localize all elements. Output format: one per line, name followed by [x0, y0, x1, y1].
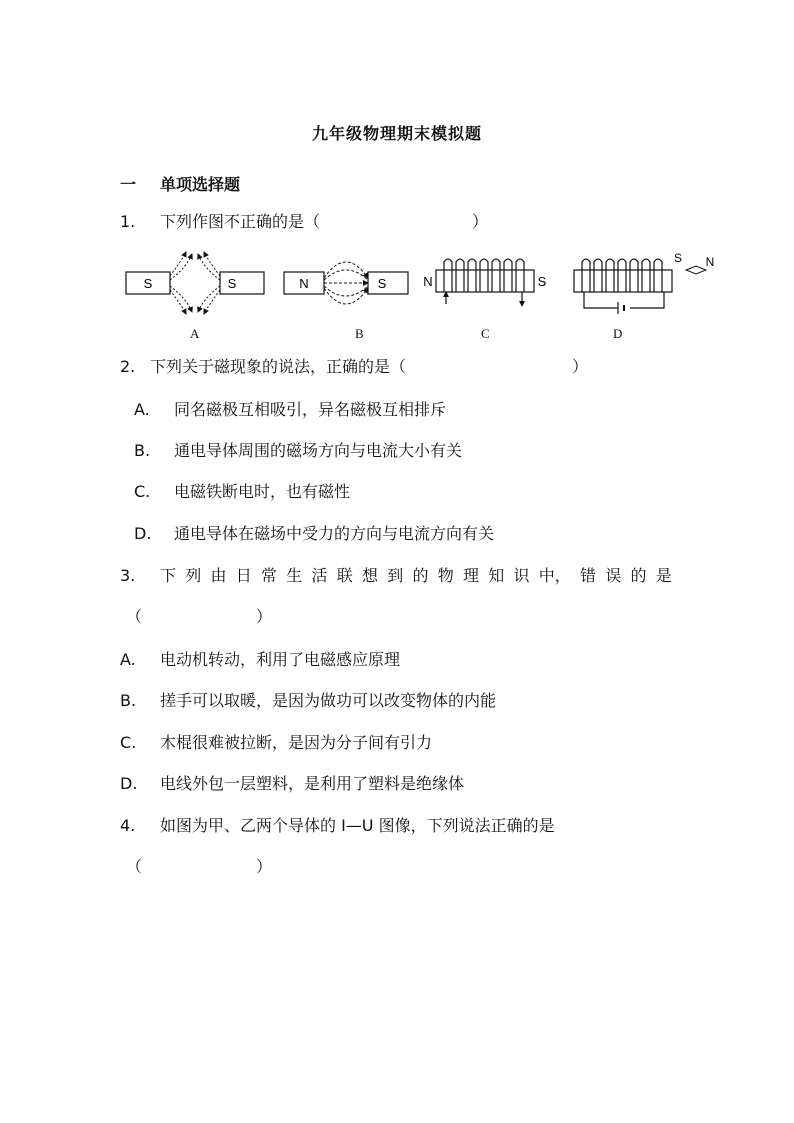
q3-stem-char: 中， — [538, 566, 571, 585]
q3-stem-char: 误 — [605, 566, 622, 585]
q3-stem-char: 的 — [630, 566, 647, 585]
q3-stem-char: 列 — [185, 566, 202, 585]
q3-stem-char: 由 — [210, 566, 227, 585]
diagram-a — [126, 252, 264, 314]
q3-stem-char: 到 — [387, 566, 404, 585]
diagram-d — [574, 251, 714, 314]
page-title: 九年级物理期末模拟题 — [311, 124, 482, 143]
q3-stem-char: 活 — [311, 566, 328, 585]
q2-option-a-key: A. — [134, 400, 150, 419]
q2-option-a-text: 同名磁极互相吸引，异名磁极互相排斥 — [174, 400, 447, 419]
q2-option-c-text: 电磁铁断电时，也有磁性 — [174, 482, 351, 501]
q3-stem-char: 联 — [336, 566, 353, 585]
q3-option-a-text: 电动机转动，利用了电磁感应原理 — [160, 650, 401, 669]
q3-stem-char: 物 — [437, 566, 454, 585]
q3-stem-char: 理 — [463, 566, 480, 585]
q3-stem-char: 错 — [580, 566, 597, 585]
q4-close-paren: ） — [256, 857, 273, 876]
q3-option-c-text: 木棍很难被拉断，是因为分子间有引力 — [160, 733, 433, 752]
diagram-b-left-pole: N — [299, 276, 309, 291]
q1-diagrams — [120, 248, 730, 348]
diagram-c-left-pole: N — [423, 274, 433, 289]
q3-open-paren: （ — [126, 607, 143, 626]
diagram-c-label: C — [481, 326, 490, 341]
diagram-d-label: D — [613, 326, 623, 341]
q3-stem-char: 常 — [261, 566, 278, 585]
q2-number: 2. — [120, 357, 136, 376]
q2-close-paren: ） — [572, 357, 589, 376]
q3-stem-char: 是 — [655, 566, 672, 585]
q3-close-paren: ） — [256, 607, 273, 626]
q2-option-b-text: 通电导体周围的磁场方向与电流大小有关 — [174, 441, 463, 460]
section-number: 一 — [120, 175, 137, 194]
q3-stem-char: 识 — [513, 566, 530, 585]
q3-stem-char: 的 — [412, 566, 429, 585]
q3-option-a-key: A. — [120, 650, 136, 669]
q3-stem — [160, 566, 672, 586]
q1-stem: 下列作图不正确的是（ — [160, 212, 321, 231]
q2-option-d-key: D. — [134, 524, 152, 543]
q3-number: 3. — [120, 566, 136, 585]
q3-option-d-text: 电线外包一层塑料，是利用了塑料是绝缘体 — [160, 774, 465, 793]
q4-stem: 如图为甲、乙两个导体的 I—U 图像，下列说法正确的是 — [160, 816, 555, 835]
q3-stem-char: 日 — [235, 566, 252, 585]
diagram-b-label: B — [355, 326, 364, 341]
diagram-c — [423, 259, 546, 306]
q2-stem: 下列关于磁现象的说法，正确的是（ — [150, 357, 407, 376]
q3-stem-char: 知 — [488, 566, 505, 585]
diagram-d-needle-s: S — [673, 251, 683, 265]
q3-stem-char: 想 — [362, 566, 379, 585]
diagram-c-right-pole: S — [537, 274, 547, 289]
q2-option-c-key: C. — [134, 482, 151, 501]
diagram-b-right-pole: S — [377, 276, 387, 291]
q3-option-b-key: B. — [120, 691, 137, 710]
q1-number: 1. — [120, 212, 136, 231]
q3-stem-char: 生 — [286, 566, 303, 585]
diagram-b — [284, 262, 408, 304]
section-label: 单项选择题 — [160, 175, 241, 194]
q2-option-d-text: 通电导体在磁场中受力的方向与电流方向有关 — [174, 524, 495, 543]
q4-open-paren: （ — [126, 857, 143, 876]
q1-close-paren: ） — [472, 212, 489, 231]
diagram-a-right-pole: S — [227, 276, 237, 291]
q3-stem-char: 下 — [160, 566, 177, 585]
diagram-a-label: A — [190, 326, 200, 341]
q3-option-b-text: 搓手可以取暖，是因为做功可以改变物体的内能 — [160, 691, 497, 710]
q3-option-c-key: C. — [120, 733, 137, 752]
diagram-d-needle-n: N — [705, 255, 715, 269]
diagram-a-left-pole: S — [143, 276, 153, 291]
q4-number: 4. — [120, 816, 136, 835]
q2-option-b-key: B. — [134, 441, 151, 460]
q3-option-d-key: D. — [120, 774, 138, 793]
